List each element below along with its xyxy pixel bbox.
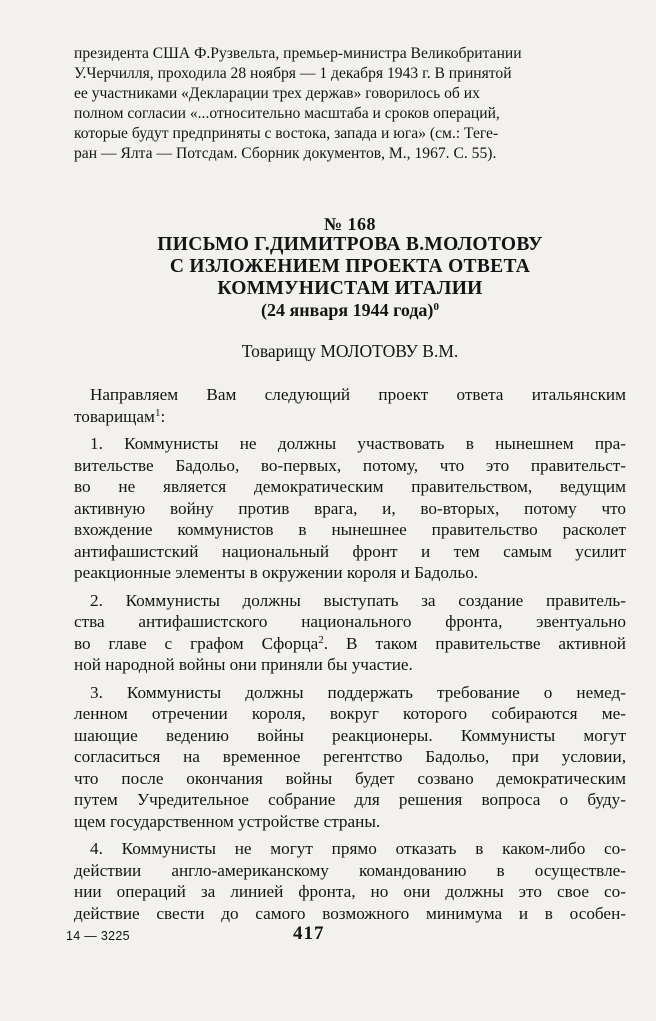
paragraph-line: вхождение коммунистов в нынешнее правительство расколет [74,520,626,539]
date-mark: 0 [433,301,439,313]
paragraph-2 [74,590,626,676]
document-title [74,234,626,300]
paragraph-line: ной народной войны они приняли бы участие. [74,655,413,674]
sforza-text: во главе с графом Сфорца [74,633,319,653]
intro-paragraph [74,384,626,427]
footnote-line: полном согласии «...относительно масштаба и сроков операций, [74,105,500,122]
footnote-continuation [74,44,626,164]
document-number: № 168 [323,214,377,234]
printer-signature: 14 — 3225 [66,929,130,943]
document-date [74,300,626,320]
paragraph-line: 2. Коммунисты должны выступать за создание правитель- [90,590,626,610]
title-line: С ИЗЛОЖЕНИЕМ ПРОЕКТА ОТВЕТА [169,256,531,277]
paragraph-line: 4. Коммунисты не могут прямо отказать в каком-либо со- [90,839,626,858]
footnote-line: которые будут предприняты с востока, запада и юга» (см.: Теге- [74,125,499,142]
date-text: (24 января 1944 года) [261,300,434,320]
sforza-tail: . В таком правительстве активной [323,633,626,653]
paragraph-line: во не является демократическим правительством, ведущим [74,477,626,496]
footnote-line: ран — Ялта — Потсдам. Сборник документов, М., 1967. С. 55). [74,145,497,162]
paragraph-line: реакционные элементы в окружении короля и Бадольо. [74,563,479,582]
page-number: 417 [293,923,325,944]
paragraph-line: ленном отречении короля, вокруг которого собираются ме- [74,704,626,723]
paragraph-line: действие свести до самого возможного минимума и в особен- [74,903,626,923]
paragraph-line: 1. Коммунисты не должны участвовать в нынешнем пра- [90,434,626,453]
letter-body [74,384,626,930]
paragraph-1 [74,433,626,584]
paragraph-4 [74,838,626,924]
footnote-line: ее участниками «Декларации трех держав» говорилось об их [74,85,480,102]
footnote-line: У.Черчилля, проходила 28 ноября — 1 декабря 1943 г. В принятой [74,65,512,82]
paragraph-line: что после окончания войны будет созвано демократическим [74,768,626,788]
paragraph-line: вительстве Бадольо, во-первых, потому, что это правительст- [74,455,626,475]
paragraph-line [74,406,626,428]
intro-colon: : [160,406,166,426]
paragraph-line: шающие ведению войны реакционеры. Коммунисты могут [74,725,626,745]
paragraph-line: Направляем Вам следующий проект ответа итальянским [90,385,626,404]
title-line: КОММУНИСТАМ ИТАЛИИ [217,278,483,299]
paragraph-line: действии англо-американскому командованию в осуществле- [74,860,626,880]
paragraph-line: ства антифашистского национального фронта, эвентуально [74,612,626,631]
paragraph-line: нии операций за линией фронта, но они должны это свое со- [74,882,626,901]
paragraph-line: щем государственном устройстве страны. [74,811,381,831]
paragraph-line [74,633,626,655]
footnote-ref-2: 2 [318,633,324,646]
paragraph-line: согласиться на временное регентство Бадольо, при условии, [74,747,626,766]
footnote-ref-1: 1 [154,406,161,419]
footnote-line: президента США Ф.Рузвельта, премьер-министра Великобритании [74,45,522,62]
title-line: ПИСЬМО Г.ДИМИТРОВА В.МОЛОТОВУ [157,234,543,255]
paragraph-line: путем Учредительное собрание для решения вопроса о буду- [74,790,626,809]
paragraph-line: антифашистский национальный фронт и тем самым усилит [74,541,626,561]
paragraph-line: активную войну против врага, и, во-вторых, потому что [74,498,626,518]
paragraph-line: 3. Коммунисты должны поддержать требование о немед- [90,682,626,702]
addressee: Товарищу МОЛОТОВУ В.М. [241,341,459,361]
paragraph-3 [74,682,626,833]
intro-text: товарищам [74,406,155,426]
